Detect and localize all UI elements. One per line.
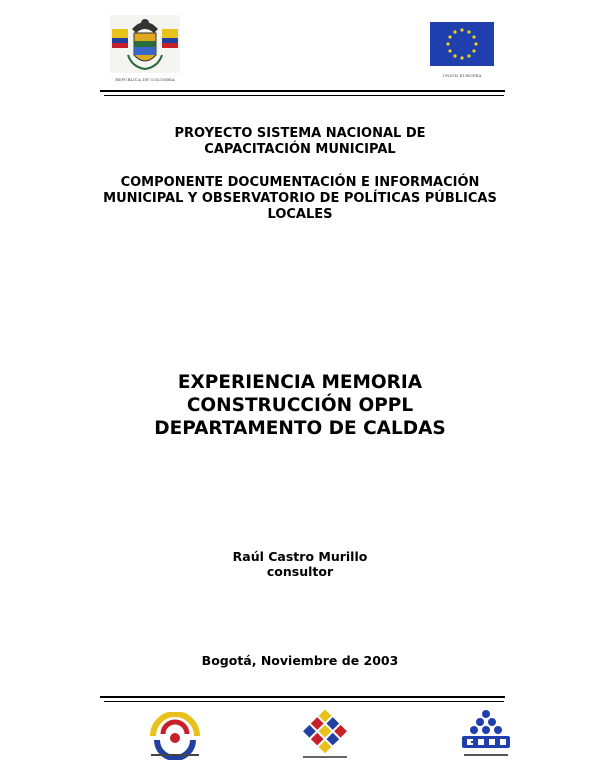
author-name: Raúl Castro Murillo	[232, 549, 368, 564]
esap-logo-icon	[456, 708, 516, 764]
eu-flag-icon	[430, 22, 494, 66]
coat-of-arms-logo	[110, 15, 180, 82]
circular-emblem-icon	[145, 712, 205, 760]
title-line: EXPERIENCIA MEMORIA	[177, 372, 423, 393]
project-line: CAPACITACIÓN MUNICIPAL	[204, 142, 396, 157]
coat-of-arms-icon	[110, 15, 180, 73]
document-title	[0, 371, 600, 440]
footer-rule	[100, 696, 505, 698]
place-date: Bogotá, Noviembre de 2003	[201, 653, 399, 668]
component-heading	[0, 175, 600, 223]
coat-of-arms-caption: REPÚBLICA DE COLOMBIA	[115, 77, 175, 82]
component-line: MUNICIPAL Y OBSERVATORIO DE POLÍTICAS PÚBLICAS	[103, 191, 497, 206]
footer-logo-left	[145, 712, 205, 764]
diamond-grid-icon	[297, 706, 353, 762]
eu-flag-caption: UNIÓN EUROPEA	[442, 73, 482, 78]
footer-rule-thin	[104, 701, 504, 702]
title-line: CONSTRUCCIÓN OPPL	[186, 395, 414, 416]
footer-logo-center	[297, 706, 353, 762]
author-role: consultor	[266, 564, 334, 579]
component-line: COMPONENTE DOCUMENTACIÓN E INFORMACIÓN	[120, 175, 480, 190]
footer-logo-esap	[456, 708, 516, 764]
header-rule	[100, 90, 505, 92]
project-line: PROYECTO SISTEMA NACIONAL DE	[174, 126, 426, 141]
header-rule-thin	[104, 95, 504, 96]
author-block	[0, 549, 600, 579]
title-line: DEPARTAMENTO DE CALDAS	[154, 418, 446, 439]
component-line: LOCALES	[267, 207, 333, 222]
eu-flag-logo	[430, 22, 494, 76]
project-heading	[0, 126, 600, 158]
